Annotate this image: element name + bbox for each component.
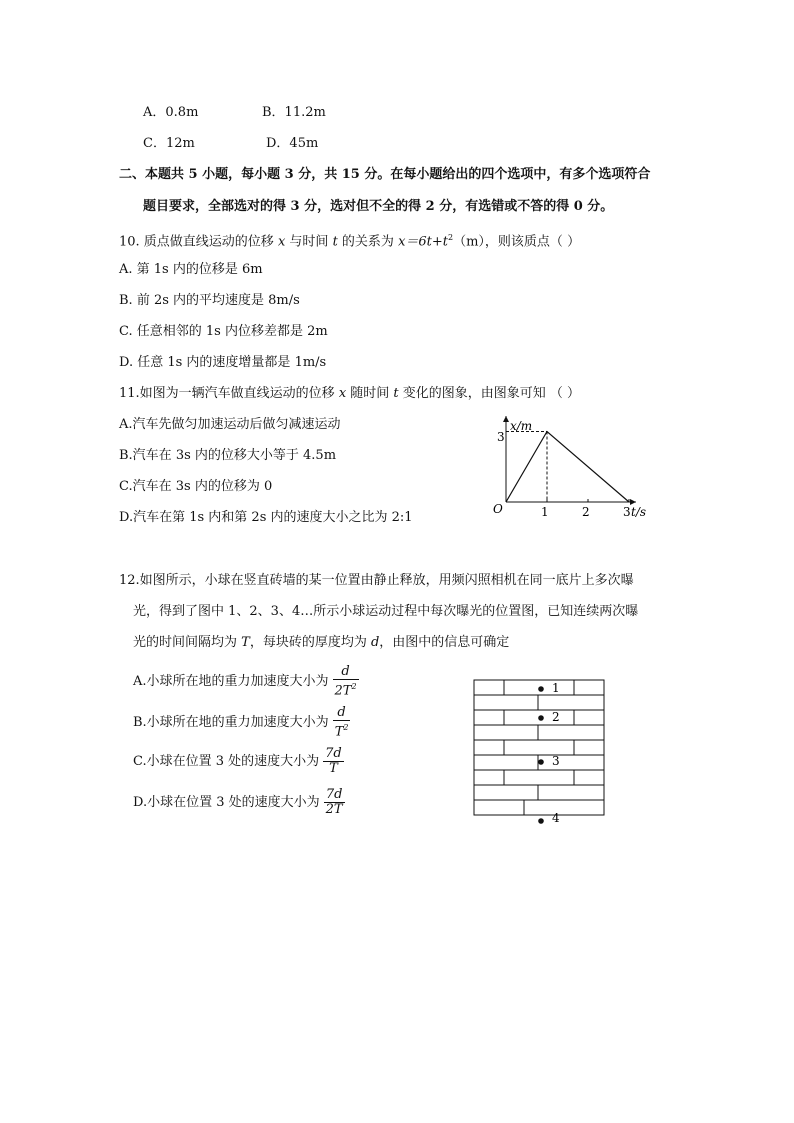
q12-var-T: T <box>241 635 250 650</box>
q10-var-x: x <box>277 234 286 250</box>
ball-position-1 <box>538 686 544 692</box>
q11-option-a: A.汽车先做匀加速运动后做匀减速运动 <box>119 417 341 432</box>
q12-stem-line2: 光，得到了图中 1、2、3、4…所示小球运动过程中每次曝光的位置图，已知连续两次曝 <box>133 604 639 619</box>
q12-option-d-text: D.小球在位置 3 处的速度大小为 <box>133 795 320 810</box>
q12-line3-prefix: 光的时间间隔均为 <box>133 635 242 650</box>
q12-option-d-fraction: $\frac{7d}{2T}$ <box>325 787 343 817</box>
x-axis-label: t/s <box>631 505 647 519</box>
y-axis-label: x/m <box>510 419 533 433</box>
ball-position-3 <box>538 759 544 765</box>
q12-option-a <box>133 665 359 698</box>
q9-option-b: B．11.2m <box>262 105 326 120</box>
q10-stem-suffix: （m），则该质点（ ） <box>453 234 581 250</box>
ball-position-label-1: 1 <box>552 681 560 695</box>
q10-option-d: D. 任意 1s 内的速度增量都是 1m/s <box>119 355 327 370</box>
xt-series-line <box>506 432 629 503</box>
section2-instructions-line1: 二、本题共 5 小题，每小题 3 分，共 15 分。在每小题给出的四个选项中，有多个选项符合 <box>119 167 651 182</box>
q12-line3-mid: ，每块砖的厚度均为 <box>249 635 371 650</box>
q11-position-time-graph <box>490 412 660 524</box>
q11-stem-prefix: 11.如图为一辆汽车做直线运动的位移 <box>119 386 339 401</box>
q12-option-b-text: B.小球所在地的重力加速度大小为 <box>133 715 329 731</box>
origin-label: O <box>493 502 503 516</box>
q12-option-d <box>133 788 345 818</box>
q11-stem <box>119 385 580 403</box>
ball-position-4 <box>538 818 544 824</box>
x-tick-label-2: 2 <box>582 505 590 519</box>
ball-position-label-2: 2 <box>552 710 560 724</box>
q11-stem-suffix: 变化的图象，由图象可知 （ ） <box>398 386 581 401</box>
q9-option-d: D．45m <box>266 136 319 151</box>
ball-position-2 <box>538 715 544 721</box>
q11-option-b: B.汽车在 3s 内的位移大小等于 4.5m <box>119 448 337 463</box>
q11-stem-mid: 随时间 <box>346 386 394 401</box>
q12-var-d: d <box>370 635 380 650</box>
q11-option-c: C.汽车在 3s 内的位移为 0 <box>119 479 273 494</box>
q10-stem-mid2: 的关系为 <box>337 234 399 250</box>
q12-stem-line3 <box>133 634 509 652</box>
q11-option-d: D.汽车在第 1s 内和第 2s 内的速度大小之比为 2:1 <box>119 510 413 525</box>
q10-option-b: B. 前 2s 内的平均速度是 8m/s <box>119 293 300 308</box>
q10-formula-sup: 2 <box>448 233 454 242</box>
q12-option-c <box>133 747 344 777</box>
x-tick-label-3: 3 <box>623 505 631 519</box>
q12-line3-suffix: ，由图中的信息可确定 <box>379 635 510 650</box>
q10-option-a: A. 第 1s 内的位移是 6m <box>119 262 263 277</box>
q10-stem-prefix: 10. 质点做直线运动的位移 <box>119 234 278 250</box>
q9-option-c: C．12m <box>143 136 195 151</box>
q10-option-c: C. 任意相邻的 1s 内位移差都是 2m <box>119 324 328 339</box>
q11-var-x: x <box>338 386 347 401</box>
q12-option-c-fraction: $\frac{7d}{T}$ <box>325 746 342 776</box>
q12-option-a-text: A.小球所在地的重力加速度大小为 <box>133 674 329 690</box>
x-tick-label-1: 1 <box>541 505 549 519</box>
ball-position-label-3: 3 <box>552 754 560 768</box>
q12-option-b <box>133 706 350 739</box>
ball-position-label-4: 4 <box>552 811 560 825</box>
q10-var-t: t <box>332 234 338 250</box>
y-tick-label-3: 3 <box>497 430 505 444</box>
q12-stem-line1: 12.如图所示，小球在竖直砖墙的某一位置由静止释放，用频闪照相机在同一底片上多次曝 <box>119 573 634 588</box>
q12-option-c-text: C.小球在位置 3 处的速度大小为 <box>133 754 320 769</box>
q12-option-b-fraction: $\frac{d}{T^2}$ <box>334 705 349 740</box>
q11-var-t: t <box>393 386 399 401</box>
q10-formula: x＝6t+t <box>398 234 449 250</box>
section2-instructions-line2: 题目要求，全部选对的得 3 分，选对但不全的得 2 分，有选错或不答的得 0 分。 <box>143 199 614 214</box>
q10-stem <box>119 229 580 251</box>
q12-brick-wall-diagram <box>472 678 608 828</box>
q9-option-a: A．0.8m <box>143 105 199 120</box>
q12-option-a-fraction: $\frac{d}{2T^2}$ <box>334 664 357 699</box>
q10-stem-mid: 与时间 <box>285 234 333 250</box>
